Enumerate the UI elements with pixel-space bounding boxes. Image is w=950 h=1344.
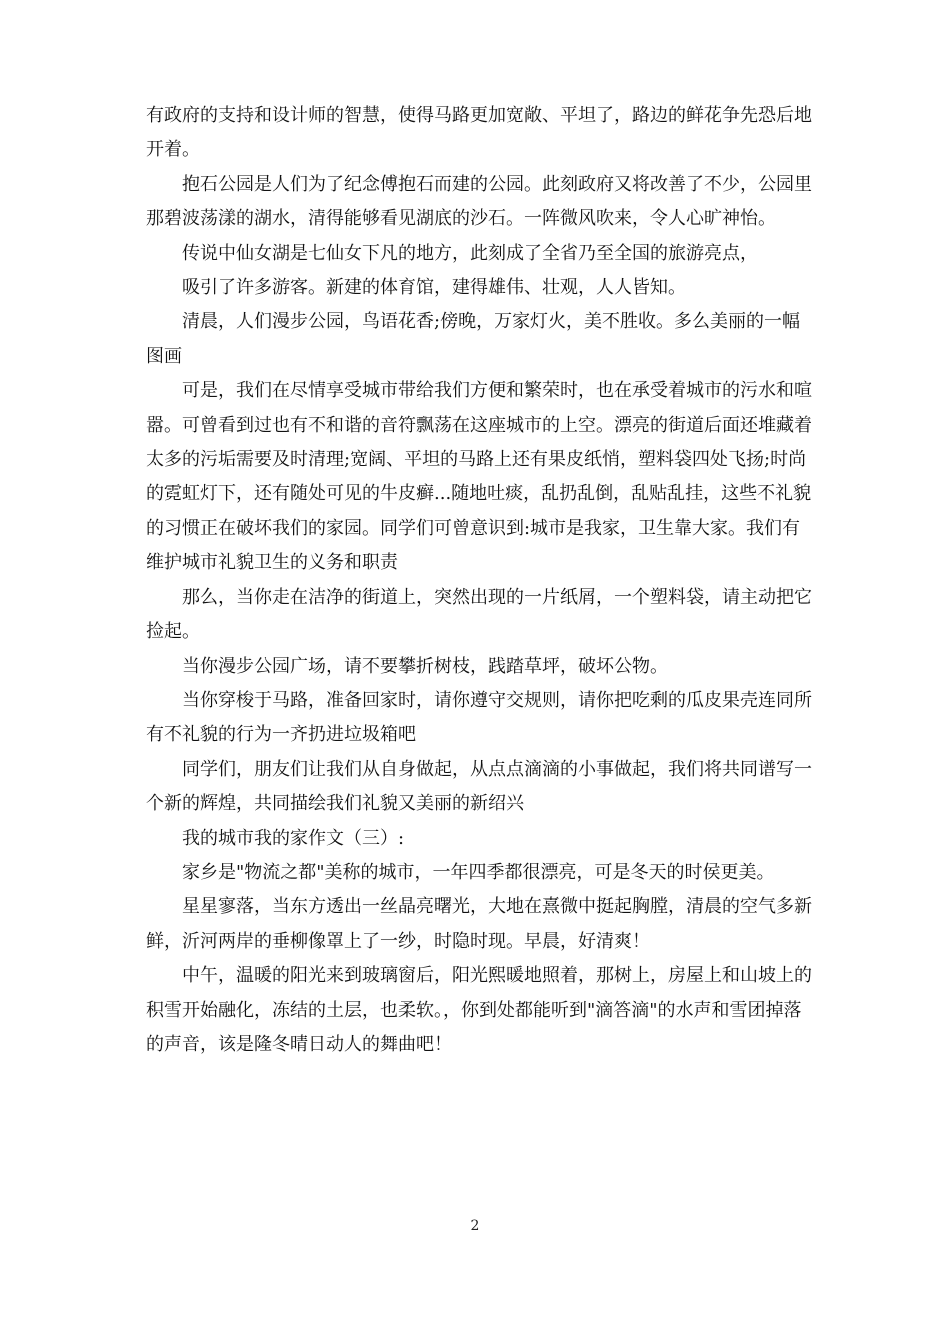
paragraph-6: 可是，我们在尽情享受城市带给我们方便和繁荣时，也在承受着城市的污水和喧嚣。可曾看到过也有不和谐的音符飘荡在这座城市的上空。漂亮的街道后面还堆藏着太多的污垢需要及时清理;宽阔、平坦的马路上还有果皮纸悄，塑料袋四处飞扬;时尚的霓虹灯下，还有随处可见的牛皮癣...随地吐痰，乱扔乱倒，乱贴乱挂，这些不礼貌的习惯正在破坏我们的家园。同学们可曾意识到:城市是我家，卫生靠大家。我们有维护城市礼貌卫生的义务和职责 — [146, 380, 812, 574]
paragraph-14: 中午，温暖的阳光来到玻璃窗后，阳光熙暖地照着，那树上，房屋上和山坡上的积雪开始融化，冻结的土层，也柔软。，你到处都能听到"滴答滴"的水声和雪团掉落的声音，该是隆冬晴日动人的舞曲吧！ — [146, 965, 812, 1055]
paragraph-9: 当你穿梭于马路，准备回家时，请你遵守交规则，请你把吃剩的瓜皮果壳连同所有不礼貌的行为一齐扔进垃圾箱吧 — [146, 689, 812, 746]
paragraph-5: 清晨，人们漫步公园，鸟语花香;傍晚，万家灯火，美不胜收。多么美丽的一幅图画 — [146, 311, 801, 367]
paragraph-7: 那么，当你走在洁净的街道上，突然出现的一片纸屑，一个塑料袋，请主动把它捡起。 — [146, 586, 812, 643]
paragraph-8: 当你漫步公园广场，请不要攀折树枝，践踏草坪，破坏公物。 — [182, 655, 668, 677]
paragraph-10: 同学们，朋友们让我们从自身做起，从点点滴滴的小事做起，我们将共同谱写一个新的辉煌，共同描绘我们礼貌又美丽的新绍兴 — [146, 758, 812, 815]
paragraph-12: 家乡是"物流之都"美称的城市，一年四季都很漂亮，可是冬天的时侯更美。 — [182, 861, 775, 883]
section-heading: 我的城市我的家作文（三）: — [182, 827, 405, 849]
paragraph-1: 有政府的支持和设计师的智慧，使得马路更加宽敞、平坦了，路边的鲜花争先恐后地开着。 — [146, 105, 812, 161]
paragraph-3: 传说中仙女湖是七仙女下凡的地方，此刻成了全省乃至全国的旅游亮点， — [182, 242, 758, 264]
page-number: 2 — [470, 1218, 480, 1234]
paragraph-13: 星星寥落，当东方透出一丝晶亮曙光，大地在熹微中挺起胸膛，清晨的空气多新鲜，沂河两岸的垂柳像罩上了一纱，时隐时现。早晨，好清爽！ — [146, 896, 812, 952]
paragraph-2: 抱石公园是人们为了纪念傅抱石而建的公园。此刻政府又将改善了不少，公园里那碧波荡漾的湖水，清得能够看见湖底的沙石。一阵微风吹来，令人心旷神怡。 — [146, 173, 812, 230]
paragraph-4: 吸引了许多游客。新建的体育馆，建得雄伟、壮观，人人皆知。 — [182, 277, 686, 299]
body-text — [146, 99, 818, 1062]
